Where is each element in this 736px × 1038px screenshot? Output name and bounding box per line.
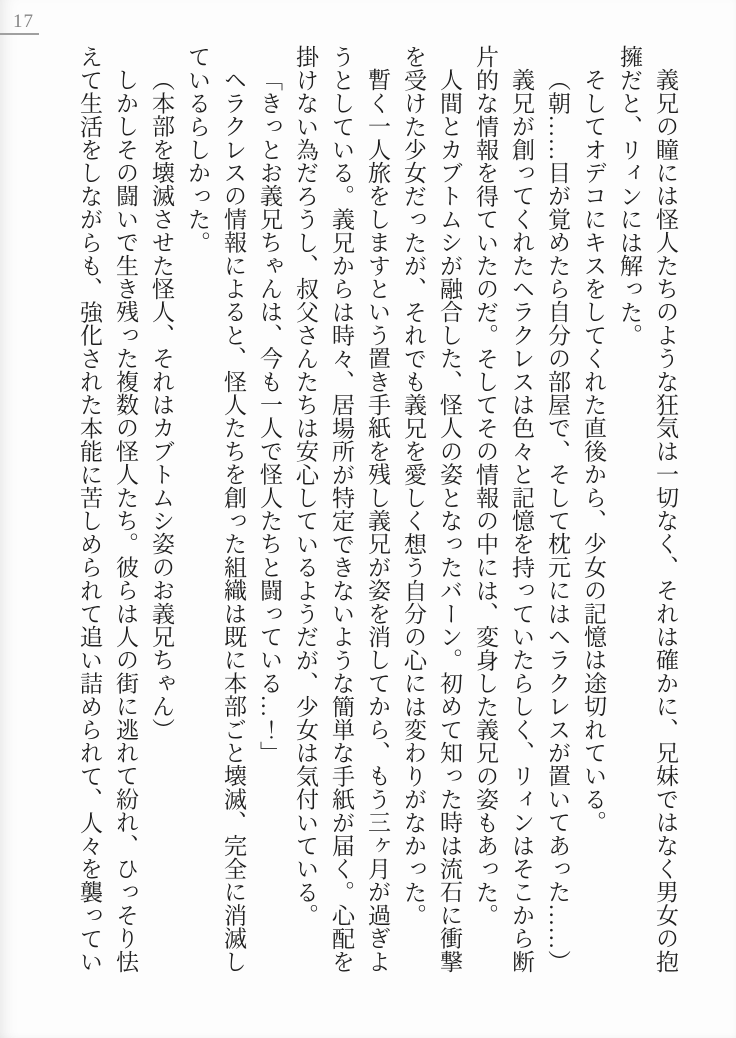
paragraph: （本部を壊滅させた怪人、それはカブトムシ姿のお義兄ちゃん） bbox=[149, 68, 174, 741]
vertical-text-body bbox=[71, 45, 683, 979]
paragraph: しかしその闘いで生き残った複数の怪人たち。彼らは人の街に逃れて紛れ、ひっそり怯えて生活をしながらも、強化された本能に苦しめられて追い詰められて、人々を襲ってい bbox=[77, 45, 138, 973]
page-number-underline bbox=[0, 33, 39, 35]
paragraph: 「きっとお義兄ちゃんは、今も一人で怪人たちと闘っている…！」 bbox=[257, 68, 282, 764]
paragraph: 人間とカブトムシが融合した、怪人の姿となったバーン。初めて知った時は流石に衝撃を受けた少女だったが、それでも義兄を愛しく想う自分の心には変わりがなかった。 bbox=[401, 45, 462, 973]
page-number: 17 bbox=[13, 11, 34, 32]
paragraph: （朝……目が覚めたら自分の部屋で、そして枕元にはヘラクレスが置いてあった……） bbox=[545, 68, 570, 973]
paragraph: 暫く一人旅をしますという置き手紙を残し義兄が姿を消してから、もう三ヶ月が過ぎようとしている。義兄からは時々、居場所が特定できないような簡単な手紙が届く。心配を掛けない為だろうし、叔父さんたちは安心しているようだが、少女は気付いている。 bbox=[293, 45, 390, 973]
paragraph: 義兄の瞳には怪人たちのような狂気は一切なく、それは確かに、兄妹ではなく男女の抱擁だと、リィンには解った。 bbox=[617, 45, 678, 973]
paragraph: ヘラクレスの情報によると、怪人たちを創った組織は既に本部ごと壊滅、完全に消滅しているらしかった。 bbox=[185, 45, 246, 973]
paragraph: 義兄が創ってくれたヘラクレスは色々と記憶を持っていたらしく、リィンはそこから断片的な情報を得ていたのだ。そしてその情報の中には、変身した義兄の姿もあった。 bbox=[473, 45, 534, 973]
paragraph: そしてオデコにキスをしてくれた直後から、少女の記憶は途切れている。 bbox=[581, 68, 606, 834]
